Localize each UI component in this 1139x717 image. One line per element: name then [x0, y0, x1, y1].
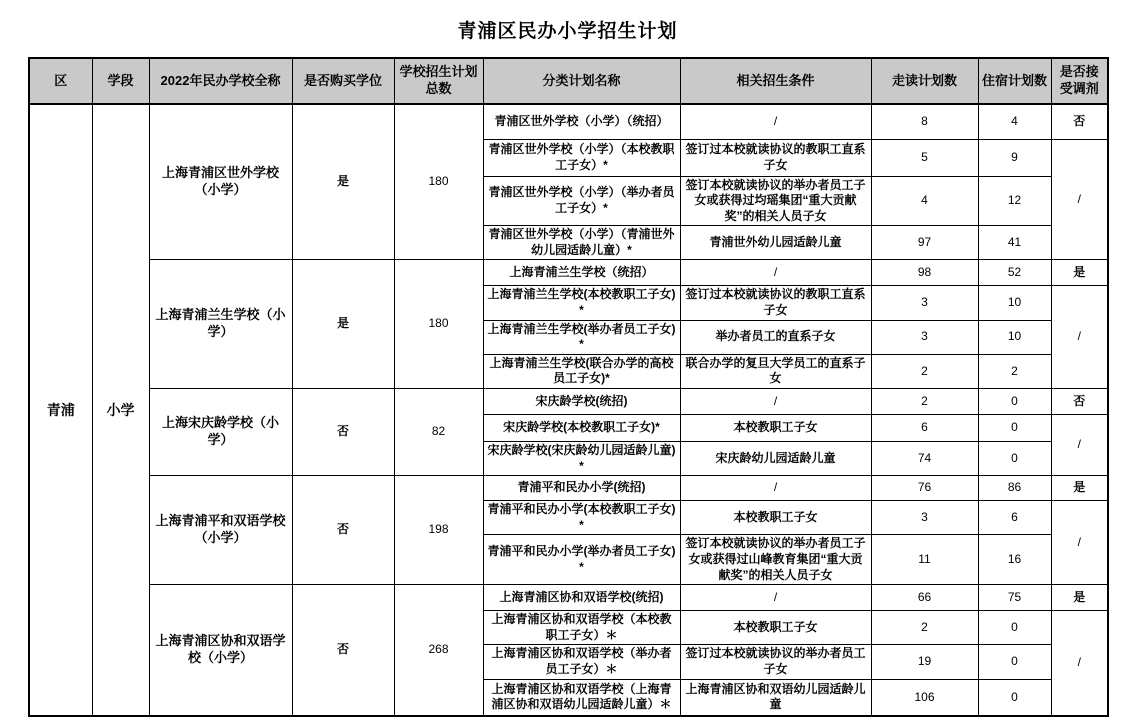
table-row	[29, 260, 1108, 286]
board-count: 52	[978, 260, 1051, 286]
day-count: 3	[871, 501, 978, 535]
board-count: 2	[978, 354, 1051, 388]
plan-condition: 本校教职工子女	[680, 501, 871, 535]
header-region: 区	[29, 58, 92, 104]
table-row	[29, 585, 1108, 611]
board-count: 75	[978, 585, 1051, 611]
table-row	[29, 389, 1108, 415]
board-count: 4	[978, 104, 1051, 139]
enrollment-table	[28, 57, 1109, 717]
day-count: 8	[871, 104, 978, 139]
plan-condition: /	[680, 476, 871, 501]
adjust-cell: 是	[1051, 260, 1108, 286]
plan-name: 宋庆龄学校(宋庆龄幼儿园适龄儿童)*	[483, 442, 680, 476]
day-count: 19	[871, 645, 978, 679]
plan-condition: 签订本校就读协议的举办者员工子女或获得过山峰教育集团“重大贡献奖”的相关人员子女	[680, 535, 871, 585]
header-plan-name: 分类计划名称	[483, 58, 680, 104]
school-name: 上海青浦区协和双语学校（小学）	[149, 585, 292, 716]
day-count: 97	[871, 226, 978, 260]
header-adjust: 是否接受调剂	[1051, 58, 1108, 104]
day-count: 4	[871, 176, 978, 226]
board-count: 0	[978, 679, 1051, 716]
header-total: 学校招生计划总数	[394, 58, 483, 104]
adjust-cell: /	[1051, 286, 1108, 389]
school-name: 上海青浦区世外学校（小学）	[149, 104, 292, 260]
day-count: 2	[871, 611, 978, 645]
plan-name: 上海青浦兰生学校(联合办学的高校员工子女)*	[483, 354, 680, 388]
board-count: 10	[978, 286, 1051, 320]
adjust-cell: 否	[1051, 104, 1108, 139]
table-row	[29, 476, 1108, 501]
purchase-cell: 是	[292, 260, 394, 389]
adjust-cell: /	[1051, 501, 1108, 585]
plan-name: 青浦区世外学校（小学）（青浦世外幼儿园适龄儿童）*	[483, 226, 680, 260]
total-cell: 268	[394, 585, 483, 716]
plan-name: 青浦区世外学校（小学）（本校教职工子女）*	[483, 139, 680, 176]
header-purchase: 是否购买学位	[292, 58, 394, 104]
plan-name: 青浦区世外学校（小学）（统招）	[483, 104, 680, 139]
plan-name: 上海青浦区协和双语学校（举办者员工子女）＊	[483, 645, 680, 679]
adjust-cell: 是	[1051, 476, 1108, 501]
board-count: 9	[978, 139, 1051, 176]
header-row	[29, 58, 1108, 104]
day-count: 2	[871, 354, 978, 388]
header-day-count: 走读计划数	[871, 58, 978, 104]
plan-condition: 本校教职工子女	[680, 611, 871, 645]
day-count: 3	[871, 286, 978, 320]
adjust-cell: /	[1051, 611, 1108, 716]
board-count: 16	[978, 535, 1051, 585]
table-row	[29, 104, 1108, 139]
plan-name: 宋庆龄学校(统招)	[483, 389, 680, 415]
total-cell: 180	[394, 104, 483, 260]
plan-name: 青浦区世外学校（小学）（举办者员工子女）*	[483, 176, 680, 226]
header-school-name: 2022年民办学校全称	[149, 58, 292, 104]
purchase-cell: 是	[292, 104, 394, 260]
plan-name: 青浦平和民办小学(本校教职工子女)*	[483, 501, 680, 535]
school-name: 上海青浦兰生学校（小学）	[149, 260, 292, 389]
adjust-cell: /	[1051, 415, 1108, 476]
plan-condition: 举办者员工的直系子女	[680, 320, 871, 354]
plan-name: 上海青浦兰生学校(举办者员工子女)*	[483, 320, 680, 354]
board-count: 0	[978, 442, 1051, 476]
adjust-cell: /	[1051, 139, 1108, 260]
region-cell: 青浦	[29, 104, 92, 716]
total-cell: 198	[394, 476, 483, 585]
plan-condition: 签订过本校就读协议的举办者员工子女	[680, 645, 871, 679]
plan-name: 青浦平和民办小学(统招)	[483, 476, 680, 501]
plan-condition: /	[680, 260, 871, 286]
day-count: 6	[871, 415, 978, 442]
board-count: 6	[978, 501, 1051, 535]
plan-condition: /	[680, 104, 871, 139]
board-count: 41	[978, 226, 1051, 260]
total-cell: 180	[394, 260, 483, 389]
plan-condition: 上海青浦区协和双语幼儿园适龄儿童	[680, 679, 871, 716]
adjust-cell: 是	[1051, 585, 1108, 611]
plan-condition: 签订过本校就读协议的教职工直系子女	[680, 286, 871, 320]
total-cell: 82	[394, 389, 483, 476]
plan-name: 上海青浦兰生学校(本校教职工子女)*	[483, 286, 680, 320]
day-count: 3	[871, 320, 978, 354]
plan-condition: 签订过本校就读协议的教职工直系子女	[680, 139, 871, 176]
plan-condition: 宋庆龄幼儿园适龄儿童	[680, 442, 871, 476]
header-condition: 相关招生条件	[680, 58, 871, 104]
purchase-cell: 否	[292, 585, 394, 716]
purchase-cell: 否	[292, 476, 394, 585]
day-count: 74	[871, 442, 978, 476]
stage-cell: 小学	[92, 104, 149, 716]
day-count: 11	[871, 535, 978, 585]
page-title: 青浦区民办小学招生计划	[457, 21, 678, 42]
adjust-cell: 否	[1051, 389, 1108, 415]
plan-name: 青浦平和民办小学(举办者员工子女)*	[483, 535, 680, 585]
day-count: 76	[871, 476, 978, 501]
day-count: 106	[871, 679, 978, 716]
plan-condition: /	[680, 585, 871, 611]
plan-condition: /	[680, 389, 871, 415]
header-stage: 学段	[92, 58, 149, 104]
day-count: 2	[871, 389, 978, 415]
board-count: 10	[978, 320, 1051, 354]
board-count: 86	[978, 476, 1051, 501]
plan-name: 上海青浦兰生学校（统招）	[483, 260, 680, 286]
school-name: 上海宋庆龄学校（小学）	[149, 389, 292, 476]
plan-name: 上海青浦区协和双语学校(统招)	[483, 585, 680, 611]
plan-condition: 签订本校就读协议的举办者员工子女或获得过均瑶集团“重大贡献奖”的相关人员子女	[680, 176, 871, 226]
school-name: 上海青浦平和双语学校（小学）	[149, 476, 292, 585]
board-count: 0	[978, 389, 1051, 415]
board-count: 12	[978, 176, 1051, 226]
day-count: 98	[871, 260, 978, 286]
board-count: 0	[978, 415, 1051, 442]
plan-name: 上海青浦区协和双语学校（上海青浦区协和双语幼儿园适龄儿童）＊	[483, 679, 680, 716]
purchase-cell: 否	[292, 389, 394, 476]
board-count: 0	[978, 611, 1051, 645]
plan-name: 上海青浦区协和双语学校（本校教职工子女）＊	[483, 611, 680, 645]
day-count: 66	[871, 585, 978, 611]
plan-condition: 青浦世外幼儿园适龄儿童	[680, 226, 871, 260]
plan-condition: 本校教职工子女	[680, 415, 871, 442]
plan-name: 宋庆龄学校(本校教职工子女)*	[483, 415, 680, 442]
day-count: 5	[871, 139, 978, 176]
board-count: 0	[978, 645, 1051, 679]
plan-condition: 联合办学的复旦大学员工的直系子女	[680, 354, 871, 388]
header-board-count: 住宿计划数	[978, 58, 1051, 104]
